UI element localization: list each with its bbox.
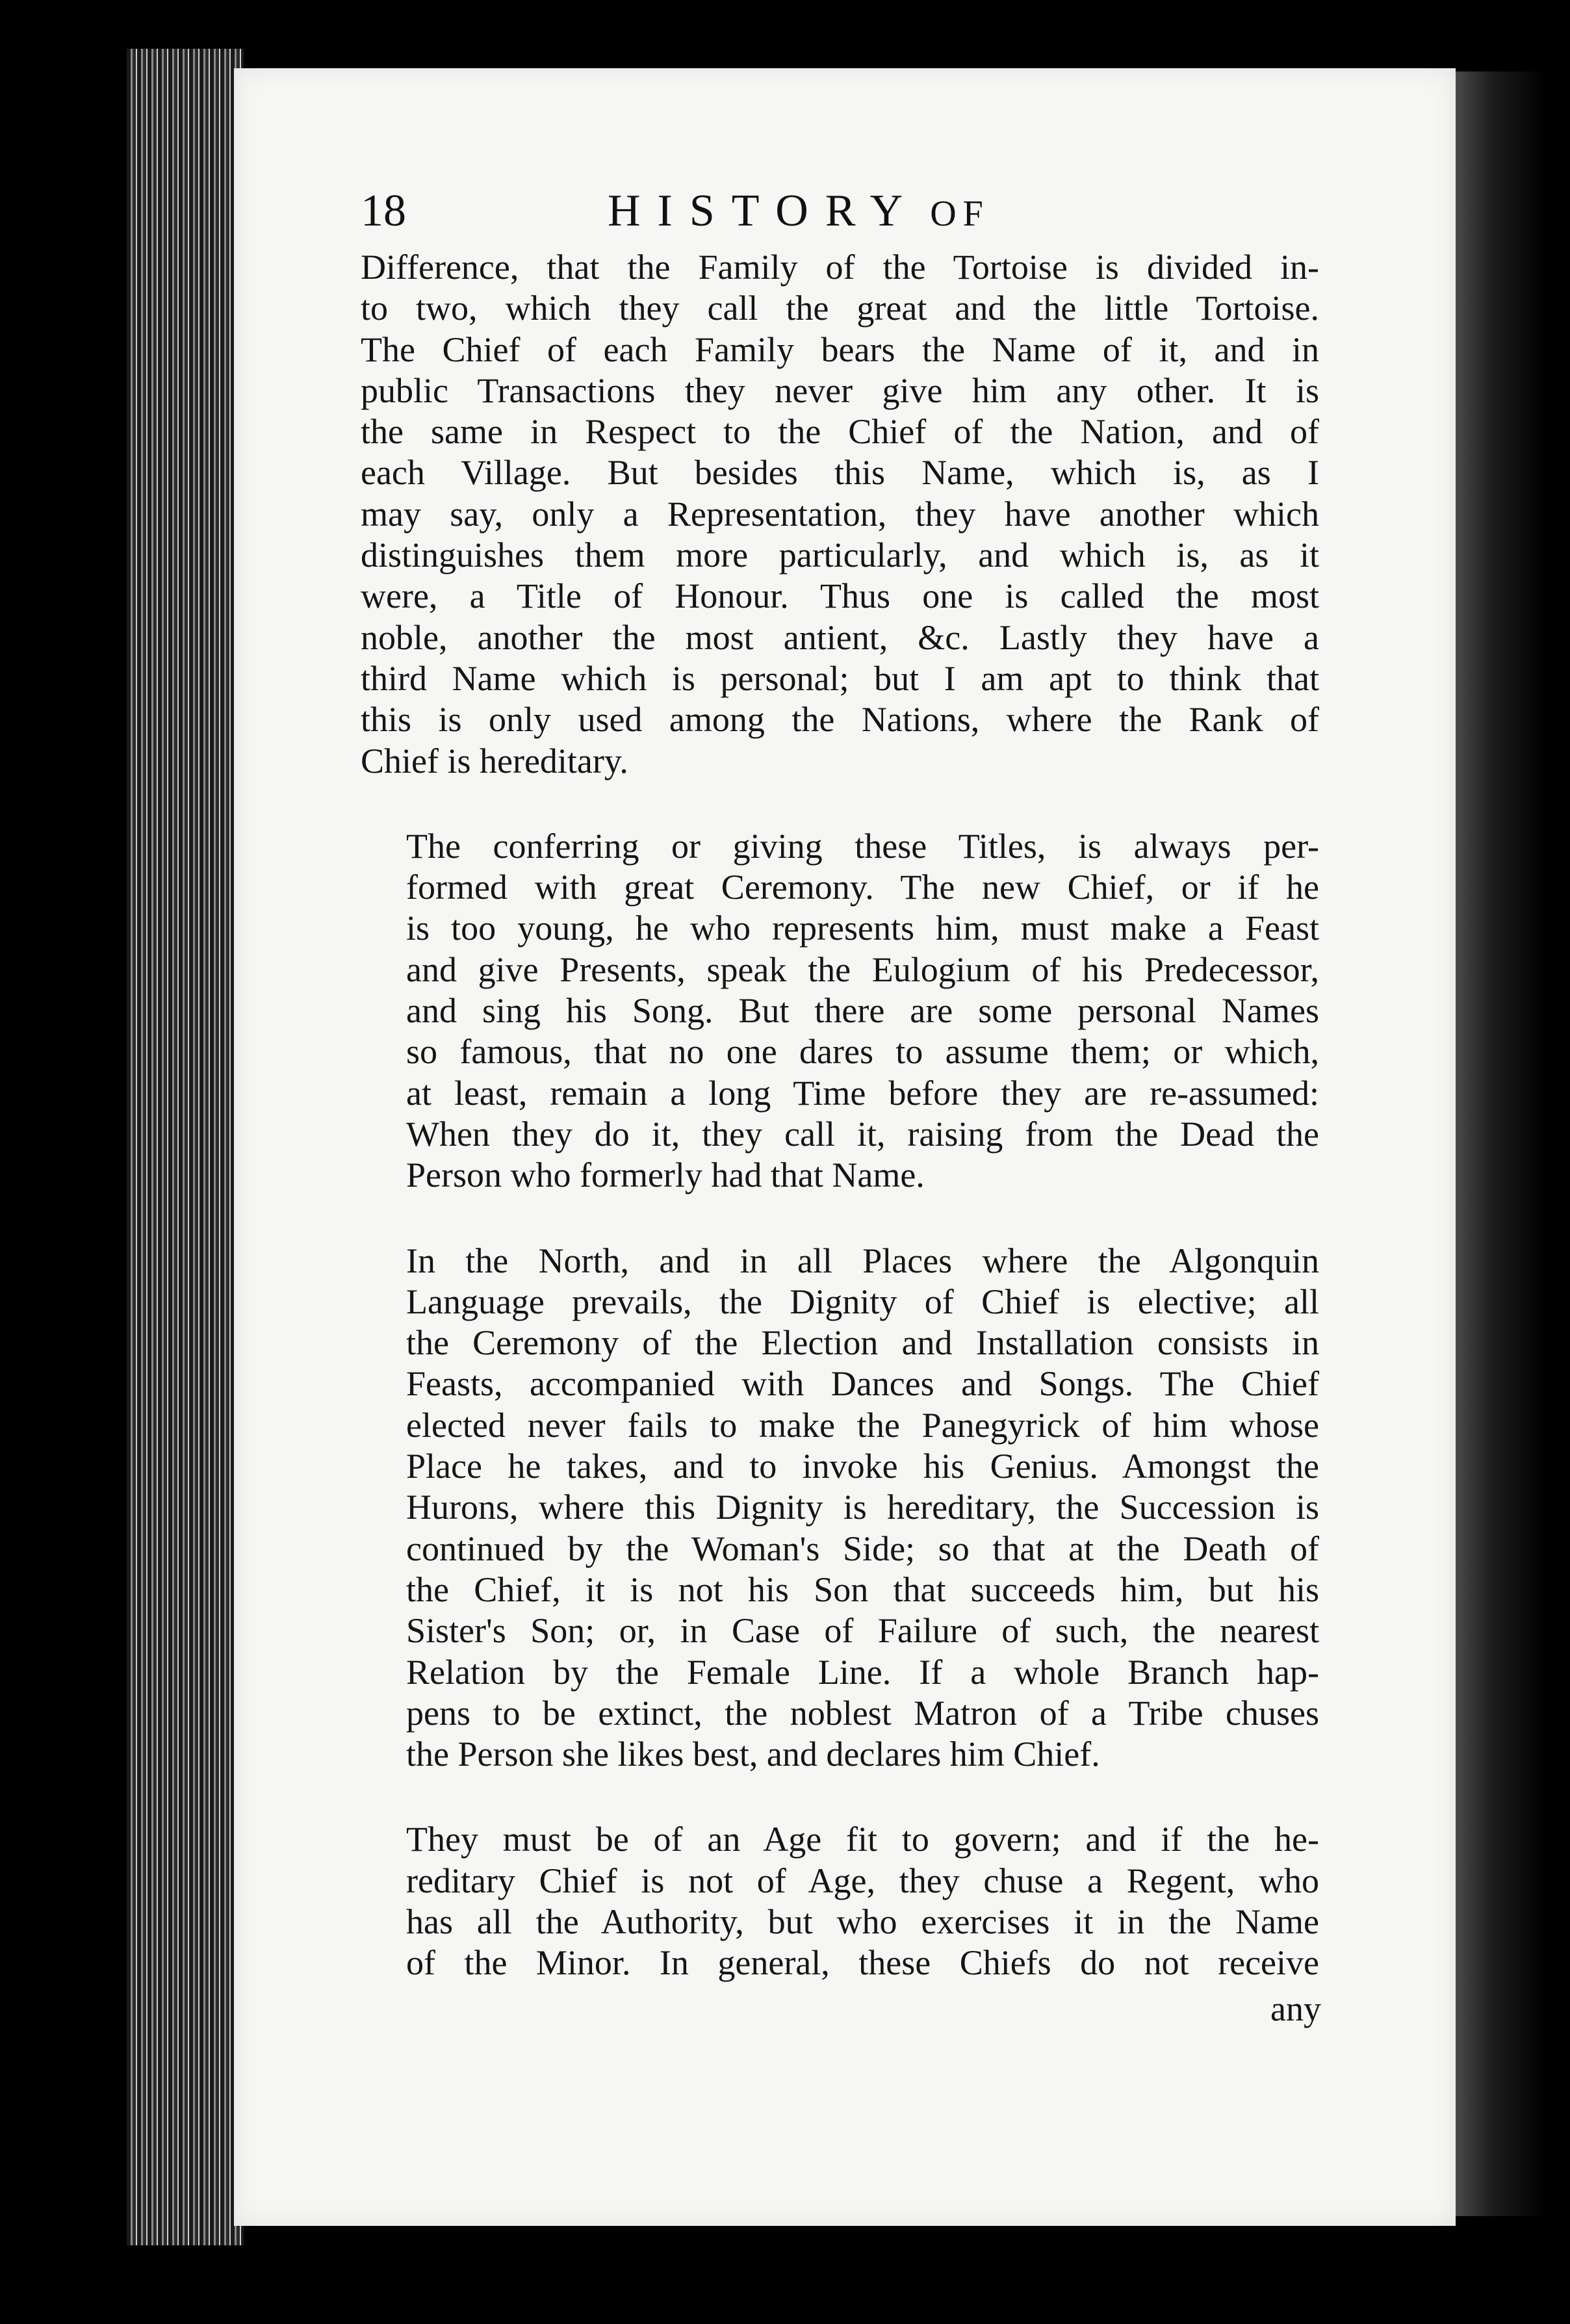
text-line: When they do it, they call it, raising from the Dead the bbox=[406, 1114, 1319, 1154]
paragraph-3 bbox=[361, 1241, 1319, 1775]
text-line: to two, which they call the great and the little Tortoise. bbox=[361, 289, 1319, 328]
book-spine bbox=[127, 49, 244, 2245]
text-line: each Village. But besides this Name, which is, as I bbox=[361, 453, 1319, 493]
text-line: They must be of an Age fit to govern; and if the he- bbox=[406, 1820, 1319, 1859]
text-line: Sister's Son; or, in Case of Failure of such, the nearest bbox=[406, 1611, 1319, 1651]
text-line: were, a Title of Honour. Thus one is called the most bbox=[361, 576, 1319, 616]
text-line: and give Presents, speak the Eulogium of his Predecessor, bbox=[406, 949, 1319, 989]
running-head-title: HISTORY bbox=[608, 186, 920, 236]
text-line: Person who formerly had that Name. bbox=[406, 1156, 925, 1195]
text-line: this is only used among the Nations, where the Rank of bbox=[361, 700, 1319, 740]
text-line: Relation by the Female Line. If a whole Branch hap- bbox=[406, 1652, 1319, 1692]
text-line: third Name which is personal; but I am apt to think that bbox=[361, 658, 1319, 698]
text-line: has all the Authority, but who exercises it in the Name bbox=[406, 1902, 1319, 1941]
paragraph-4 bbox=[361, 1819, 1319, 1983]
text-line: In the North, and in all Places where the Algonquin bbox=[406, 1241, 1319, 1280]
text-line: the Ceremony of the Election and Installation consists in bbox=[406, 1323, 1319, 1363]
body-text bbox=[361, 247, 1319, 2028]
text-line: Language prevails, the Dignity of Chief is elective; all bbox=[406, 1282, 1319, 1321]
text-line: Difference, that the Family of the Tortoise is divided in- bbox=[361, 248, 1319, 287]
text-line: public Transactions they never give him any other. It is bbox=[361, 370, 1319, 410]
page-edge-shadow bbox=[1456, 71, 1547, 2216]
text-line: and sing his Song. But there are some personal Names bbox=[406, 991, 1319, 1031]
paragraph-1 bbox=[361, 247, 1319, 782]
text-line: distinguishes them more particularly, and which is, as it bbox=[361, 536, 1319, 575]
text-line: at least, remain a long Time before they are re-assumed: bbox=[406, 1073, 1319, 1113]
running-head-suffix: OF bbox=[930, 194, 990, 234]
text-line: the same in Respect to the Chief of the Nation, and of bbox=[361, 412, 1319, 452]
text-line: elected never fails to make the Panegyrick of him whose bbox=[406, 1405, 1319, 1445]
text-line: noble, another the most antient, &c. Lastly they have a bbox=[361, 617, 1319, 657]
text-line: may say, only a Representation, they have another which bbox=[361, 494, 1319, 534]
text-line: The conferring or giving these Titles, is always per- bbox=[406, 826, 1319, 866]
text-line: continued by the Woman's Side; so that at the Death of bbox=[406, 1529, 1319, 1568]
text-line: formed with great Ceremony. The new Chief, or if he bbox=[406, 868, 1319, 907]
catchword: any bbox=[1270, 1989, 1321, 2028]
text-line: reditary Chief is not of Age, they chuse a Regent, who bbox=[406, 1861, 1319, 1900]
text-line: Hurons, where this Dignity is hereditary, the Succession is bbox=[406, 1488, 1319, 1527]
page-number: 18 bbox=[361, 186, 406, 236]
text-line: The Chief of each Family bears the Name of it, and in bbox=[361, 329, 1319, 369]
page-header bbox=[361, 185, 1335, 244]
text-line: the Person she likes best, and declares him Chief. bbox=[406, 1735, 1100, 1774]
text-line: is too young, he who represents him, must make a Feast bbox=[406, 909, 1319, 948]
text-line: the Chief, it is not his Son that succeeds him, but his bbox=[406, 1569, 1319, 1609]
text-line: Chief is hereditary. bbox=[361, 741, 628, 781]
text-line: of the Minor. In general, these Chiefs do not receive bbox=[406, 1943, 1319, 1983]
text-line: pens to be extinct, the noblest Matron of a Tribe chuses bbox=[406, 1693, 1319, 1733]
text-line: so famous, that no one dares to assume them; or which, bbox=[406, 1032, 1319, 1072]
text-line: Feasts, accompanied with Dances and Songs. The Chief bbox=[406, 1364, 1319, 1404]
paragraph-2 bbox=[361, 826, 1319, 1196]
text-line: Place he takes, and to invoke his Genius. Amongst the bbox=[406, 1447, 1319, 1486]
running-head bbox=[608, 185, 990, 237]
